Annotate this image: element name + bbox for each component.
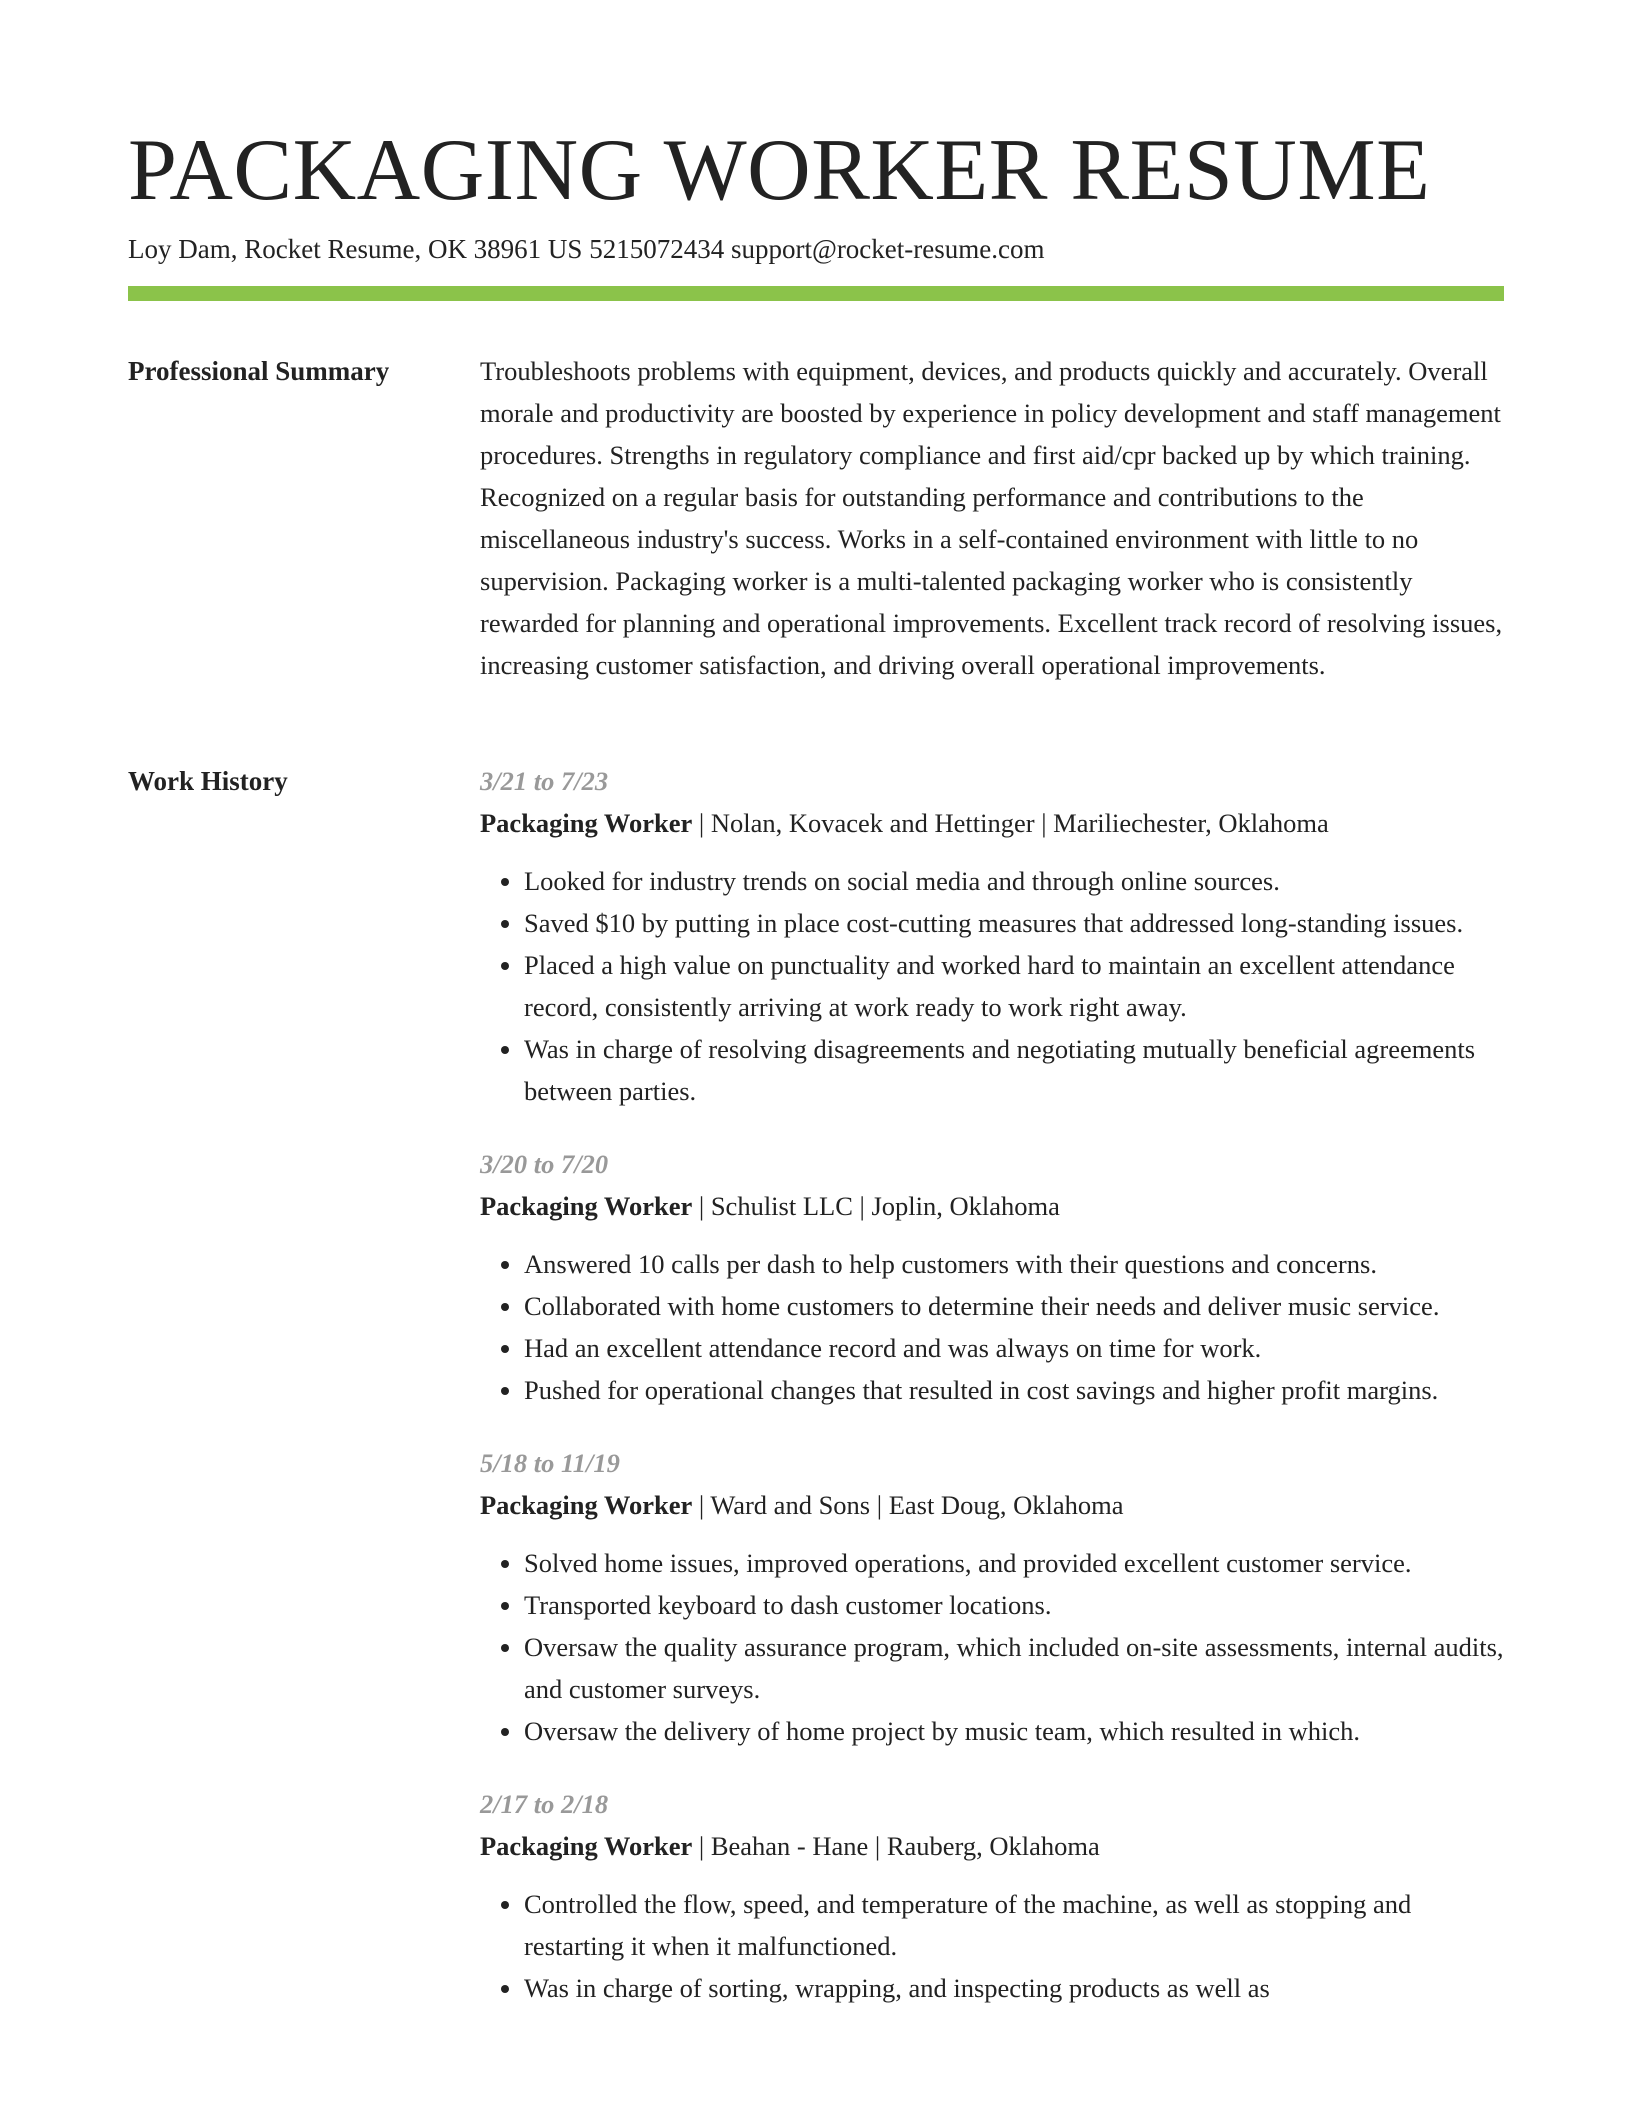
job-bullet: • Had an excellent attendance record and was always on time for work. <box>524 1327 1504 1369</box>
job-role: Packaging Worker <box>480 1191 693 1221</box>
job-separator: | <box>868 1831 887 1861</box>
job-heading <box>480 1185 1504 1227</box>
job-separator: | <box>1034 808 1054 838</box>
job-date: 5/18 to 11/19 <box>480 1448 620 1478</box>
job-separator: | <box>852 1191 872 1221</box>
job-company: Schulist LLC <box>710 1191 853 1221</box>
job-location: Rauberg, Oklahoma <box>886 1831 1100 1861</box>
summary-section <box>480 350 1504 686</box>
job-location: Joplin, Oklahoma <box>871 1191 1060 1221</box>
job-location: East Doug, Oklahoma <box>888 1490 1124 1520</box>
job-bullet: • Saved $10 by putting in place cost-cutting measures that addressed long-standing issues. <box>524 902 1504 944</box>
job-bullet: • Placed a high value on punctuality and worked hard to maintain an excellent attendance record, consistently arriving at work ready to work right away. <box>524 944 1504 1028</box>
job-bullet: • Was in charge of resolving disagreements and negotiating mutually beneficial agreements between parties. <box>524 1028 1504 1112</box>
job-location: Mariliechester, Oklahoma <box>1053 808 1329 838</box>
summary-text: Troubleshoots problems with equipment, devices, and products quickly and accurately. Overall morale and productivity are boosted by experience in policy development and staff management procedures. Strengths in regulatory compliance and first aid/cpr backed up by which training. Recognized on a regular basis for outstanding performance and contributions to the miscellaneous industry's success. Works in a self-contained environment with little to no supervision. Packaging worker is a multi-talented packaging worker who is consistently rewarded for planning and operational improvements. Excellent track record of resolving issues, increasing customer satisfaction, and driving overall operational improvements. <box>480 356 1503 680</box>
job-bullet: • Pushed for operational changes that resulted in cost savings and higher profit margins. <box>524 1369 1504 1411</box>
job-entry <box>480 1442 1504 1752</box>
job-company: Nolan, Kovacek and Hettinger <box>710 808 1035 838</box>
contact-line: Loy Dam, Rocket Resume, OK 38961 US 5215072434 support@rocket-resume.com <box>128 234 1045 264</box>
job-entry <box>480 760 1504 1112</box>
job-bullet: • Was in charge of sorting, wrapping, and inspecting products as well as <box>524 1967 1504 2009</box>
job-date: 2/17 to 2/18 <box>480 1789 609 1819</box>
job-bullet: • Collaborated with home customers to determine their needs and deliver music service. <box>524 1285 1504 1327</box>
job-company: Beahan - Hane <box>710 1831 869 1861</box>
work-history-list <box>480 760 1504 2040</box>
job-date: 3/20 to 7/20 <box>480 1149 609 1179</box>
job-heading <box>480 802 1504 844</box>
job-bullet: • Solved home issues, improved operations, and provided excellent customer service. <box>524 1542 1504 1584</box>
accent-divider <box>128 286 1504 301</box>
job-bullet: • Transported keyboard to dash customer locations. <box>524 1584 1504 1626</box>
job-separator: | <box>692 1831 711 1861</box>
job-role: Packaging Worker <box>480 1831 693 1861</box>
job-separator: | <box>692 1191 711 1221</box>
summary-label: Professional Summary <box>128 356 390 386</box>
job-bullet: • Oversaw the delivery of home project by music team, which resulted in which. <box>524 1710 1504 1752</box>
job-bullets <box>480 1542 1504 1752</box>
job-entry <box>480 1783 1504 2009</box>
job-separator: | <box>870 1490 889 1520</box>
job-role: Packaging Worker <box>480 808 693 838</box>
job-bullet: • Oversaw the quality assurance program, which included on-site assessments, internal audits, and customer surveys. <box>524 1626 1504 1710</box>
job-bullets <box>480 1883 1504 2009</box>
job-bullet: • Looked for industry trends on social media and through online sources. <box>524 860 1504 902</box>
job-separator: | <box>692 1490 711 1520</box>
job-entry <box>480 1143 1504 1411</box>
job-company: Ward and Sons <box>710 1490 871 1520</box>
job-date: 3/21 to 7/23 <box>480 766 609 796</box>
resume-title: PACKAGING WORKER RESUME <box>128 122 1431 219</box>
job-heading <box>480 1825 1504 1867</box>
job-separator: | <box>692 808 711 838</box>
job-bullets <box>480 1243 1504 1411</box>
job-bullet: • Answered 10 calls per dash to help customers with their questions and concerns. <box>524 1243 1504 1285</box>
job-heading <box>480 1484 1504 1526</box>
job-bullet: • Controlled the flow, speed, and temperature of the machine, as well as stopping and restarting it when it malfunctioned. <box>524 1883 1504 1967</box>
job-bullets <box>480 860 1504 1112</box>
job-role: Packaging Worker <box>480 1490 693 1520</box>
work-history-label: Work History <box>128 766 288 796</box>
